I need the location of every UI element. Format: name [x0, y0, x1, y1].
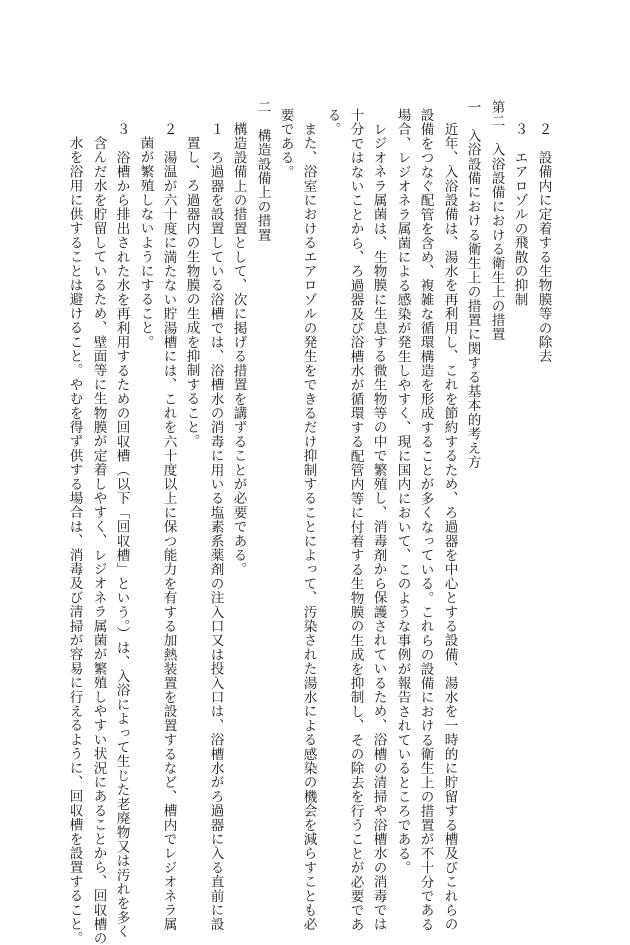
body-line: 要である。: [277, 108, 294, 179]
body-line: 場合、レジオネラ属菌による感染が発生しやすく、現に国内において、このような事例が報告されているところである。: [394, 108, 411, 875]
list-item-1: １ ろ過器を設置している浴槽では、浴槽水の消毒に用いる塩素系薬剤の注入口又は投入口は、浴槽水がろ過器に入る直前に設: [207, 122, 224, 932]
section-heading-3: ３ エアロゾルの飛散の抑制: [511, 122, 528, 307]
chapter-heading: 第二 入浴設備における衛生上の措置: [488, 100, 505, 342]
list-item-2-cont: 菌が繁殖しないようにすること。: [137, 136, 154, 349]
body-line: また、浴室におけるエアロゾルの発生をできるだけ抑制することによって、汚染された湯水による感染の機会を減らすことも必: [300, 122, 317, 932]
body-line: 設備をつなぐ配管を含め、複雑な循環構造を形成することが多くなっている。これらの設備における衛生上の措置が不十分である: [417, 108, 434, 932]
section-heading-2: ２ 設備内に定着する生物膜等の除去: [535, 122, 552, 364]
body-line: 近年、入浴設備は、湯水を再利用し、これを節約するため、ろ過器を中心とする設備、湯水を一時的に貯留する槽及びこれらの: [441, 122, 458, 932]
list-item-1-cont: 置し、ろ過器内の生物膜の生成を抑制すること。: [183, 136, 200, 449]
body-line: 構造設備上の措置として、次に掲げる措置を講ずることが必要である。: [230, 122, 247, 577]
list-item-3: ３ 浴槽から排出された水を再利用するための回収槽（以下「回収槽」という。）は、入浴によって生じた老廃物又は汚れを多く: [113, 122, 130, 939]
body-line: る。: [324, 108, 341, 137]
body-line: 十分ではないことから、ろ過器及び浴槽水が循環する配管内等に付着する生物膜の生成を抑制し、その除去を行うことが必要であ: [347, 108, 364, 932]
list-item-3-cont: 水を浴用に供することは避けること。やむを得ず供する場合は、消毒及び清掃が容易に行えるように、回収槽を設置すること。: [66, 136, 83, 945]
body-line: レジオネラ属菌は、生物膜に生息する微生物等の中で繁殖し、消毒剤から保護されているため、浴槽の清掃や浴槽水の消毒では: [370, 122, 387, 932]
list-item-2: ２ 湯温が六十度に満たない貯湯槽には、これを六十度以上に保つ能力を有する加熱装置を設置するなど、槽内でレジオネラ属: [160, 122, 177, 932]
list-item-3-cont: 含んだ水を貯留しているため、壁面等に生物膜が定着しやすく、レジオネラ属菌が繁殖しやすい状況にあることから、回収槽の: [90, 136, 107, 945]
subsection-heading-basic: 一 入浴設備における衛生上の措置に関する基本的考え方: [464, 100, 481, 470]
subsection-heading-structure: 二 構造設備上の措置: [254, 100, 271, 242]
